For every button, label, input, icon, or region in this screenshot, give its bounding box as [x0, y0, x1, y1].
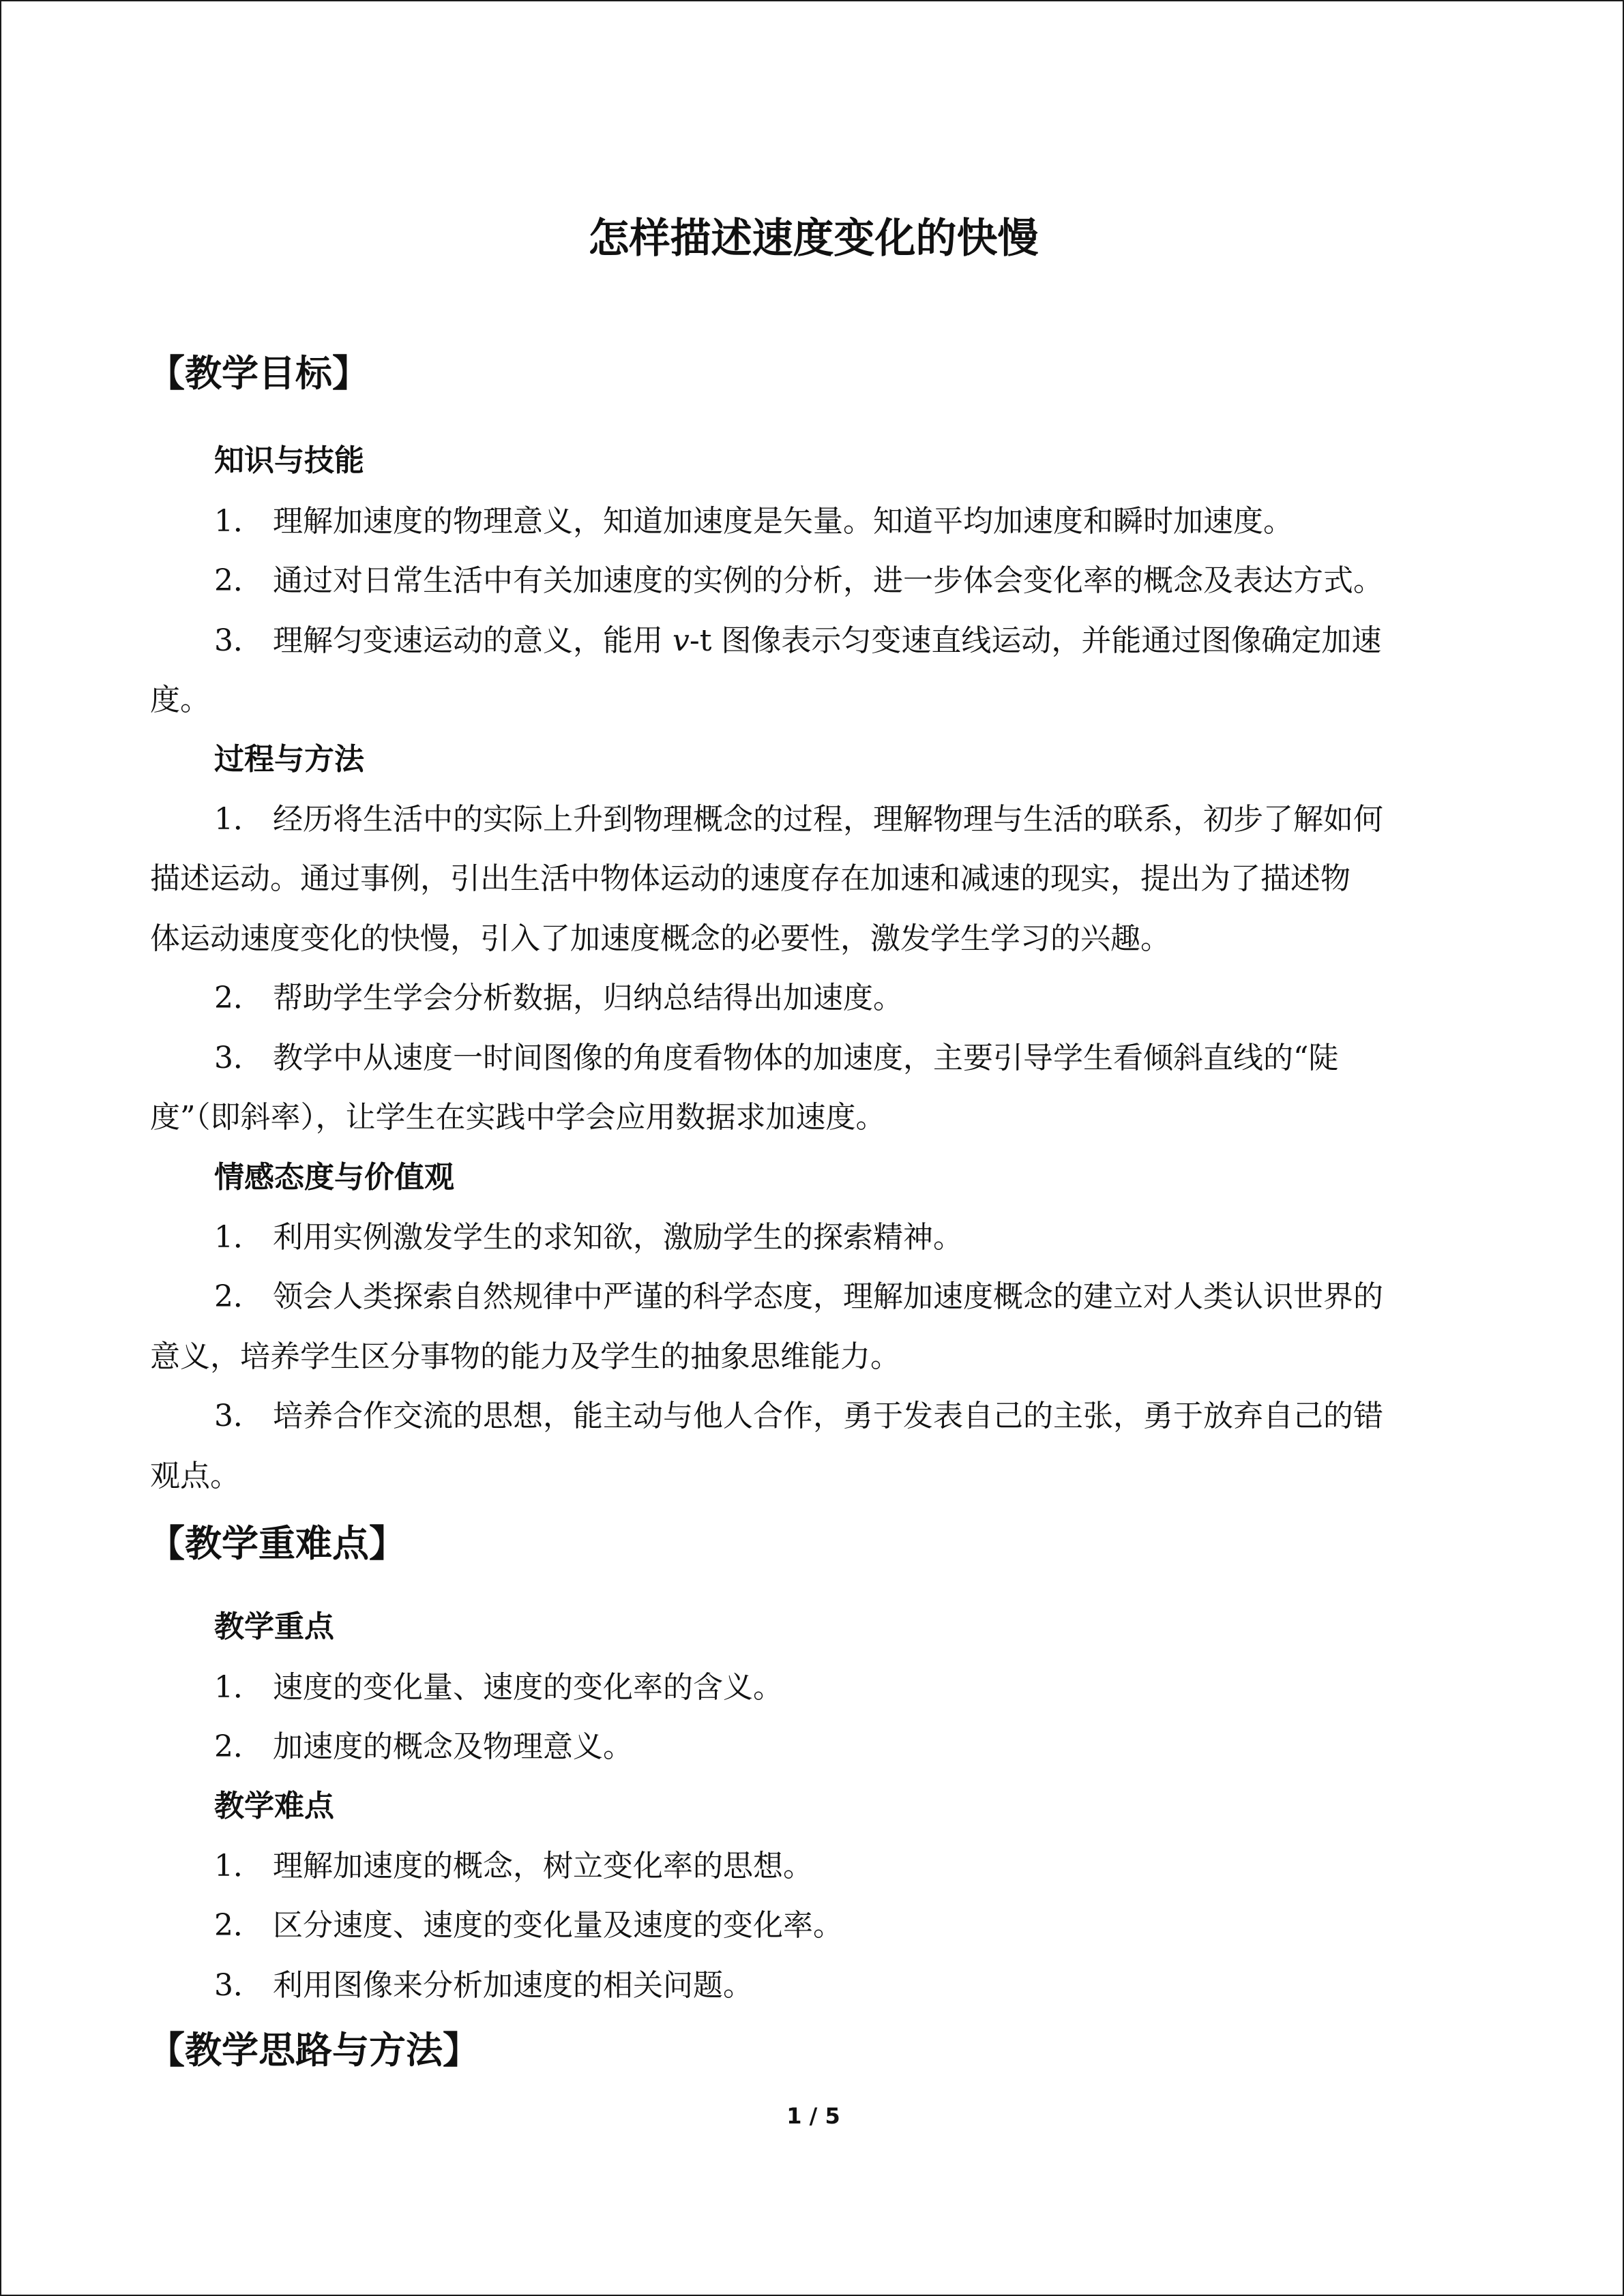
item-text: 理解加速度的概念，树立变化率的思想。	[273, 1849, 813, 1883]
item-number: 3．	[214, 1041, 263, 1075]
item-number: 2．	[214, 1279, 263, 1314]
item-continuation: 体运动速度变化的快慢，引入了加速度概念的必要性，激发学生学习的兴趣。	[150, 921, 1170, 956]
page-title: 怎样描述速度变化的快慢	[588, 215, 1039, 263]
section-heading-goals: 【教学目标】	[148, 352, 369, 395]
item-continuation: 意义，培养学生区分事物的能力及学生的抽象思维能力。	[150, 1339, 900, 1374]
item-number: 3．	[214, 623, 263, 658]
item-number: 1．	[214, 1849, 263, 1883]
item-number: 1．	[214, 802, 263, 837]
item-continuation: 度”（即斜率），让学生在实践中学会应用数据求加速度。	[150, 1100, 886, 1135]
item-number: 1．	[214, 1670, 263, 1705]
list-item	[214, 794, 1383, 838]
item-number: 3．	[214, 1399, 263, 1433]
item-text: 经历将生活中的实际上升到物理概念的过程，理解物理与生活的联系，初步了解如何	[273, 802, 1383, 837]
list-item	[214, 496, 1293, 540]
section-heading-key-points: 【教学重难点】	[148, 1522, 406, 1565]
item-number: 2．	[214, 981, 263, 1015]
list-item	[214, 616, 1381, 659]
section-heading-methods: 【教学思路与方法】	[148, 2029, 479, 2072]
item-number: 2．	[214, 563, 263, 598]
subheading-difficulty: 教学难点	[214, 1789, 334, 1823]
page-number: 1 / 5	[786, 2103, 840, 2129]
item-text: 理解加速度的物理意义，知道加速度是矢量。知道平均加速度和瞬时加速度。	[273, 504, 1293, 539]
list-item	[214, 1272, 1383, 1315]
item-continuation: 观点。	[150, 1459, 240, 1493]
list-item	[214, 1391, 1383, 1435]
list-item	[214, 973, 903, 1017]
list-item	[214, 556, 1383, 599]
variable-v: v	[673, 623, 690, 658]
list-item	[214, 1212, 963, 1256]
subheading-knowledge: 知识与技能	[214, 443, 364, 478]
item-number: 3．	[214, 1968, 263, 2003]
item-number: 1．	[214, 1220, 263, 1255]
item-number: 2．	[214, 1729, 263, 1764]
item-number: 2．	[214, 1908, 263, 1943]
item-text: -t 图像表示匀变速直线运动，并能通过图像确定加速	[689, 623, 1382, 658]
subheading-process: 过程与方法	[214, 742, 364, 777]
item-text: 区分速度、速度的变化量及速度的变化率。	[273, 1908, 843, 1943]
list-item	[214, 1033, 1339, 1077]
list-item	[214, 1841, 813, 1885]
item-text: 培养合作交流的思想，能主动与他人合作，勇于发表自己的主张，勇于放弃自己的错	[273, 1399, 1383, 1433]
subheading-focus: 教学重点	[214, 1609, 334, 1644]
item-text: 加速度的概念及物理意义。	[273, 1729, 633, 1764]
item-continuation: 度。	[150, 683, 210, 717]
item-text: 利用实例激发学生的求知欲，激励学生的探索精神。	[273, 1220, 963, 1255]
list-item	[214, 1663, 783, 1706]
item-text: 利用图像来分析加速度的相关问题。	[273, 1968, 753, 2003]
item-text: 通过对日常生活中有关加速度的实例的分析，进一步体会变化率的概念及表达方式。	[273, 563, 1383, 598]
item-text: 教学中从速度一时间图像的角度看物体的加速度，主要引导学生看倾斜直线的“陡	[273, 1041, 1339, 1075]
item-continuation: 描述运动。通过事例，引出生活中物体运动的速度存在加速和减速的现实，提出为了描述物	[150, 861, 1350, 896]
list-item	[214, 1960, 753, 2004]
item-number: 1．	[214, 504, 263, 539]
item-text: 理解匀变速运动的意义，能用	[273, 623, 673, 658]
list-item	[214, 1900, 843, 1944]
subheading-attitude: 情感态度与价值观	[214, 1160, 454, 1195]
item-text: 速度的变化量、速度的变化率的含义。	[273, 1670, 783, 1705]
item-text: 帮助学生学会分析数据，归纳总结得出加速度。	[273, 981, 903, 1015]
item-text: 领会人类探索自然规律中严谨的科学态度，理解加速度概念的建立对人类认识世界的	[273, 1279, 1383, 1314]
list-item	[214, 1722, 633, 1765]
